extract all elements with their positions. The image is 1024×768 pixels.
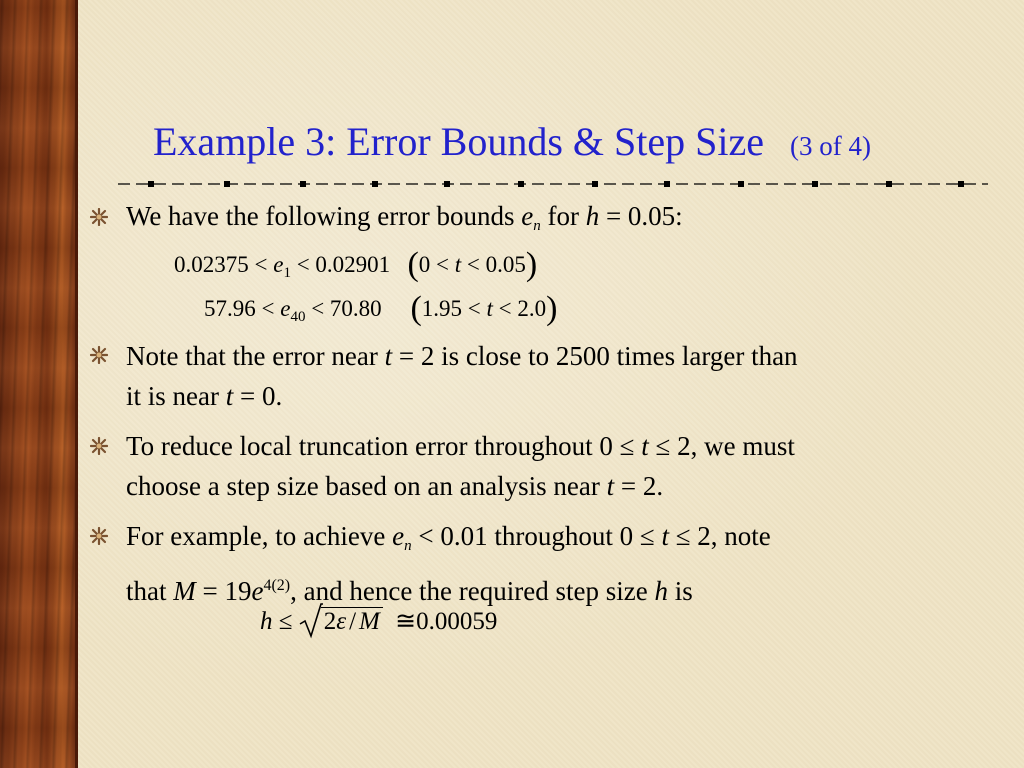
eq3-slash: / <box>349 608 357 635</box>
b2-text-d: = 0. <box>233 381 283 411</box>
b2-var-t2: t <box>225 381 234 411</box>
b4-text-d: that <box>126 576 174 606</box>
bullet-star-icon <box>90 346 108 364</box>
eq3-epsilon: ε <box>336 608 347 635</box>
b4-var-h: h <box>654 576 668 606</box>
b4-var-e2: e <box>251 576 264 606</box>
b3-text-c: choose a step size based on an analysis near <box>126 471 607 501</box>
b4-exponent: 4(2) <box>263 577 291 594</box>
eq2-var-t: t <box>486 296 493 321</box>
b4-text-e: = 19 <box>195 576 252 606</box>
title-divider <box>118 176 988 192</box>
b2-text-a: Note that the error near <box>126 341 385 371</box>
eq3-approx: ≅ <box>395 608 417 635</box>
b4-var-t: t <box>661 521 669 551</box>
b1-text-b: for <box>540 201 586 231</box>
eq2-var-e: e <box>280 296 291 321</box>
bullet-star-icon <box>90 527 108 545</box>
bullet-3-text <box>126 426 795 506</box>
eq1-lower: 0.02375 < <box>174 252 268 277</box>
b4-var-e: e <box>392 521 405 551</box>
eq2-range-b: < 2.0 <box>498 296 547 321</box>
slide-title <box>0 118 1024 165</box>
b3-line-2 <box>126 466 795 506</box>
sqrt-expression <box>299 608 383 636</box>
b3-var-t: t <box>641 431 649 461</box>
eq3-var-M: M <box>359 608 380 635</box>
b4-text-c: ≤ 2, note <box>668 521 771 551</box>
b3-text-b: ≤ 2, we must <box>648 431 795 461</box>
b2-line-2 <box>126 376 798 416</box>
b4-text-f: , and hence the required step size <box>290 576 655 606</box>
bullet-star-icon <box>90 437 108 455</box>
b3-text-a: To reduce local truncation error throughout 0 ≤ <box>126 431 642 461</box>
eq1-range-a: 0 < <box>418 252 449 277</box>
eq2-sub: 40 <box>290 309 306 325</box>
b1-text-a: We have the following error bounds <box>126 201 522 231</box>
b4-sub-n: n <box>404 538 412 554</box>
b4-var-M: M <box>173 576 196 606</box>
b1-text-c: = 0.05: <box>599 201 683 231</box>
eq1-var-e: e <box>273 252 284 277</box>
b3-line-1 <box>126 426 795 466</box>
equation-step-size <box>260 606 497 636</box>
eq2-lower: 57.96 < <box>204 296 275 321</box>
b2-text-b: = 2 is close to 2500 times larger than <box>392 341 798 371</box>
eq1-range-b: < 0.05 <box>466 252 526 277</box>
b4-text-a: For example, to achieve <box>126 521 393 551</box>
eq1-sub: 1 <box>283 265 291 281</box>
eq1-upper: < 0.02901 <box>296 252 391 277</box>
eq3-le: ≤ <box>278 608 293 635</box>
bullet-star-icon <box>90 208 108 226</box>
equation-bound-2: $57.96 < e_{40} < 70.80$ (1.95 < t < 2.0) <box>204 290 558 327</box>
bullet-4-text <box>126 516 771 611</box>
bullet-1-text <box>126 196 683 246</box>
equation-bound-1: $0.02375 < e_1 < 0.02901$ (0 < t < 0.05) <box>174 246 538 283</box>
b3-var-t2: t <box>606 471 615 501</box>
b4-text-g: is <box>667 576 693 606</box>
b2-var-t: t <box>384 341 393 371</box>
eq2-upper: < 70.80 <box>311 296 382 321</box>
b4-text-b: < 0.01 throughout 0 ≤ <box>411 521 662 551</box>
eq2-range-a: 1.95 < <box>421 296 481 321</box>
b1-var-h: h <box>585 201 600 231</box>
b3-text-d: = 2. <box>614 471 664 501</box>
b4-line-2 <box>126 566 771 611</box>
eq1-var-t: t <box>454 252 462 277</box>
title-text: Example 3: Error Bounds & Step Size <box>153 119 765 164</box>
b1-var-e: e <box>521 201 534 231</box>
sqrt-radical-icon <box>299 602 323 640</box>
b2-text-c: it is near <box>126 381 226 411</box>
eq3-value: 0.00059 <box>416 608 498 635</box>
b2-line-1 <box>126 336 798 376</box>
wood-border <box>0 0 78 768</box>
eq3-two: 2 <box>323 608 337 635</box>
eq3-var-h: h <box>260 608 273 635</box>
title-part: (3 of 4) <box>790 131 871 161</box>
b4-line-1 <box>126 516 771 566</box>
b1-sub-n: n <box>533 218 541 234</box>
bullet-2-text <box>126 336 798 416</box>
